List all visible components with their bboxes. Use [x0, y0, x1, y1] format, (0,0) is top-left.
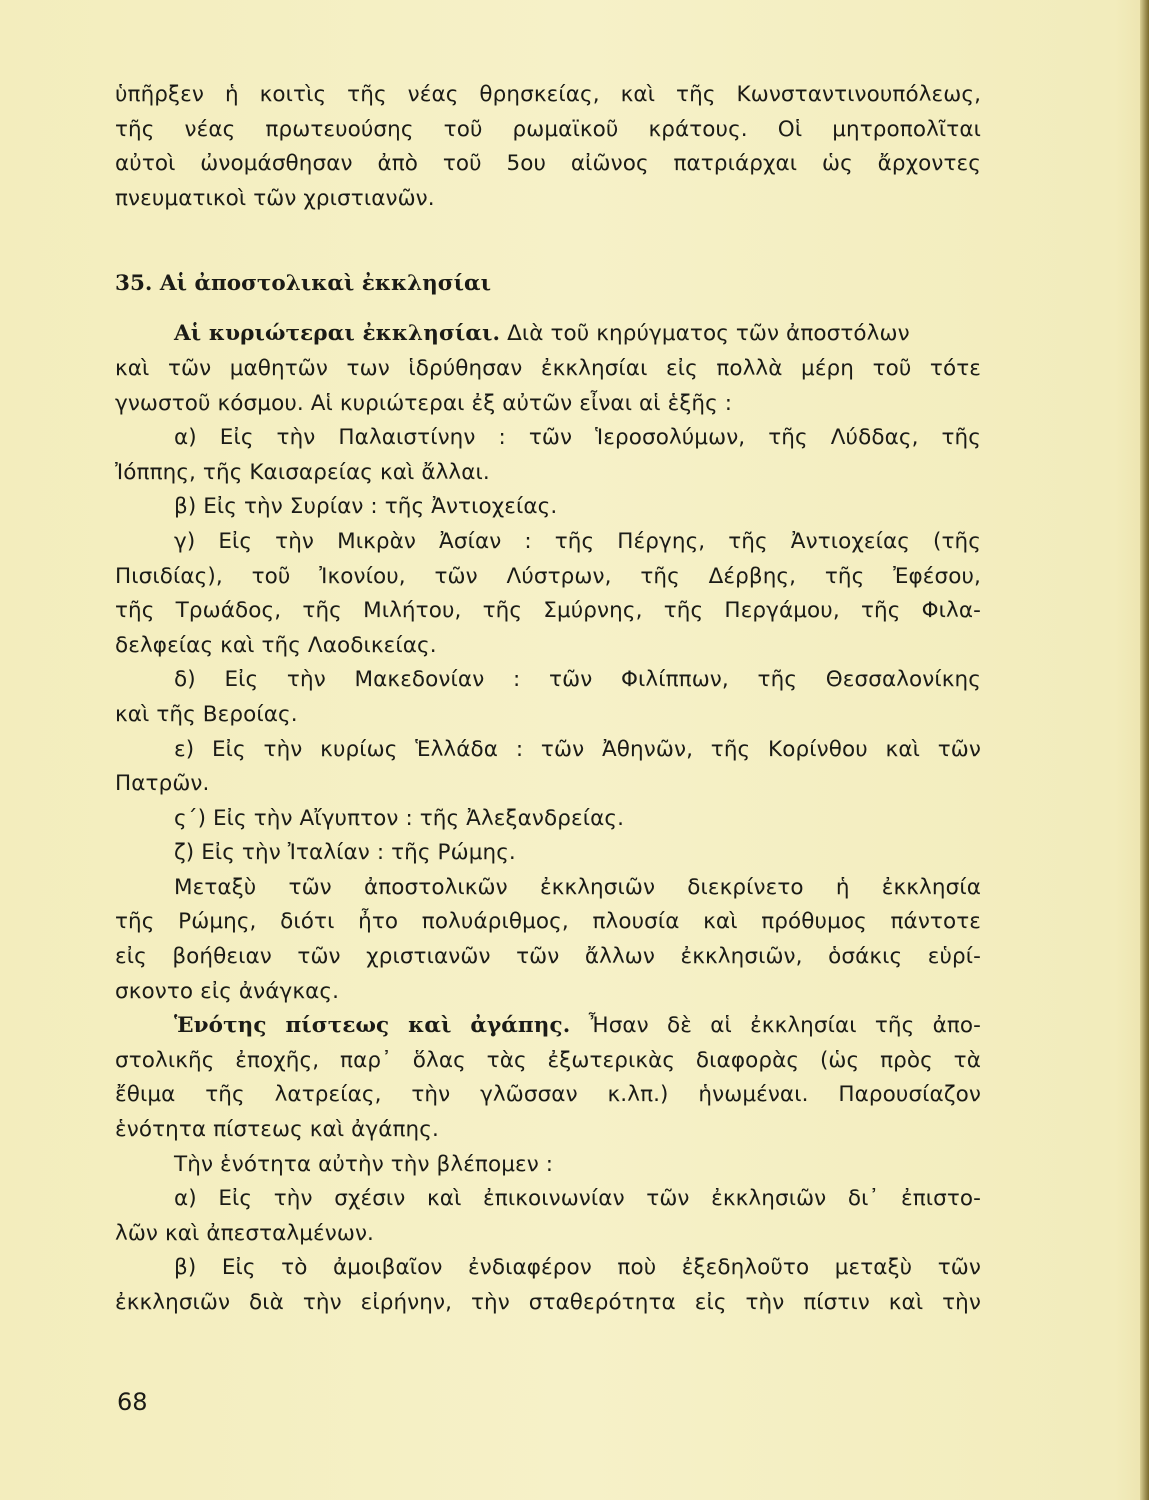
list-item-e: ε) Εἰς τὴν κυρίως Ἑλλάδα : τῶν Ἀθηνῶν, τῆς Κορίνθου καὶ τῶν	[174, 736, 981, 762]
text-line: ἐκκλησιῶν διὰ τὴν εἰρήνην, τὴν σταθερότητα εἰς τὴν πίστιν καὶ τὴν	[115, 1290, 981, 1315]
list-item-b: β) Εἰς τὸ ἀμοιβαῖον ἐνδιαφέρον ποὺ ἐξεδηλοῦτο μεταξὺ τῶν	[174, 1255, 981, 1281]
text-line: δελφείας καὶ τῆς Λαοδικείας.	[115, 632, 437, 658]
text-line: καὶ τῆς Βεροίας.	[115, 701, 298, 727]
section-heading: 35. Αἱ ἀποστολικαὶ ἐκκλησίαι	[115, 271, 491, 297]
text-line: τῆς Ρώμης, διότι ἦτο πολυάριθμος, πλουσία καὶ πρόθυμος πάντοτε	[115, 909, 981, 935]
text-line: Ἰόππης, τῆς Καισαρείας καὶ ἄλλαι.	[115, 459, 490, 485]
page-text	[115, 78, 981, 1321]
text-line: ὑπῆρξεν ἡ κοιτὶς τῆς νέας θρησκείας, καὶ τῆς Κωνσταντινουπόλεως,	[115, 82, 981, 107]
text-line: Τὴν ἑνότητα αὐτὴν τὴν βλέπομεν :	[174, 1151, 554, 1177]
subheading-rest: Διὰ τοῦ κηρύγματος τῶν ἀποστόλων	[507, 321, 910, 347]
text-line: τῆς Τρωάδος, τῆς Μιλήτου, τῆς Σμύρνης, τῆς Περγάμου, τῆς Φιλα-	[115, 598, 981, 624]
text-line: καὶ τῶν μαθητῶν των ἱδρύθησαν ἐκκλησίαι εἰς πολλὰ μέρη τοῦ τότε	[115, 355, 981, 381]
subheading-line	[115, 317, 981, 352]
subheading-line	[115, 1009, 981, 1044]
list-item-d: δ) Εἰς τὴν Μακεδονίαν : τῶν Φιλίππων, τῆς Θεσσαλονίκης	[174, 667, 981, 693]
list-item-f: ς΄) Εἰς τὴν Αἴγυπτον : τῆς Ἀλεξανδρείας.	[174, 805, 624, 831]
text-line: στολικῆς ἐποχῆς, παρ᾽ ὅλας τὰς ἐξωτερικὰς διαφορὰς (ὡς πρὸς τὰ	[115, 1047, 981, 1073]
subheading-rest: Ἦσαν δὲ αἱ ἐκκλησίαι τῆς ἀπο-	[588, 1013, 982, 1039]
subheading-unity: Ἑνότης πίστεως καὶ ἀγάπης.	[174, 1013, 571, 1039]
text-line: αὐτοὶ ὠνομάσθησαν ἀπὸ τοῦ 5ου αἰῶνος πατριάρχαι ὡς ἄρχοντες	[115, 151, 981, 177]
text-line: ἔθιμα τῆς λατρείας, τὴν γλῶσσαν κ.λπ.) ἡνωμέναι. Παρουσίαζον	[115, 1082, 981, 1108]
list-item-a: α) Εἰς τὴν σχέσιν καὶ ἐπικοινωνίαν τῶν ἐκκλησιῶν δι᾽ ἐπιστο-	[174, 1186, 981, 1212]
text-line: πνευματικοὶ τῶν χριστιανῶν.	[115, 185, 435, 211]
page-number: 68	[117, 1388, 148, 1416]
text-line: σκοντο εἰς ἀνάγκας.	[115, 978, 340, 1004]
text-line: γνωστοῦ κόσμου. Αἱ κυριώτεραι ἐξ αὐτῶν εἶναι αἱ ἑξῆς :	[115, 390, 733, 416]
text-line: ἑνότητα πίστεως καὶ ἀγάπης.	[115, 1117, 439, 1143]
text-line: λῶν καὶ ἀπεσταλμένων.	[115, 1220, 374, 1246]
page-edge	[1140, 0, 1149, 1500]
list-item-b: β) Εἰς τὴν Συρίαν : τῆς Ἀντιοχείας.	[174, 494, 558, 520]
text-line: Μεταξὺ τῶν ἀποστολικῶν ἐκκλησιῶν διεκρίνετο ἡ ἐκκλησία	[174, 874, 981, 900]
subheading-main-churches: Αἱ κυριώτεραι ἐκκλησίαι.	[174, 321, 501, 347]
text-line: εἰς βοήθειαν τῶν χριστιανῶν τῶν ἄλλων ἐκκλησιῶν, ὁσάκις εὑρί-	[115, 944, 981, 970]
list-item-g: ζ) Εἰς τὴν Ἰταλίαν : τῆς Ρώμης.	[174, 840, 516, 866]
list-item-a: α) Εἰς τὴν Παλαιστίνην : τῶν Ἱεροσολύμων, τῆς Λύδδας, τῆς	[174, 425, 981, 451]
text-line: τῆς νέας πρωτευούσης τοῦ ρωμαϊκοῦ κράτους. Οἱ μητροπολῖται	[115, 116, 981, 142]
list-item-c: γ) Εἰς τὴν Μικρὰν Ἀσίαν : τῆς Πέργης, τῆς Ἀντιοχείας (τῆς	[174, 528, 981, 554]
text-line: Πισιδίας), τοῦ Ἰκονίου, τῶν Λύστρων, τῆς Δέρβης, τῆς Ἐφέσου,	[115, 563, 981, 589]
text-line: Πατρῶν.	[115, 771, 210, 797]
